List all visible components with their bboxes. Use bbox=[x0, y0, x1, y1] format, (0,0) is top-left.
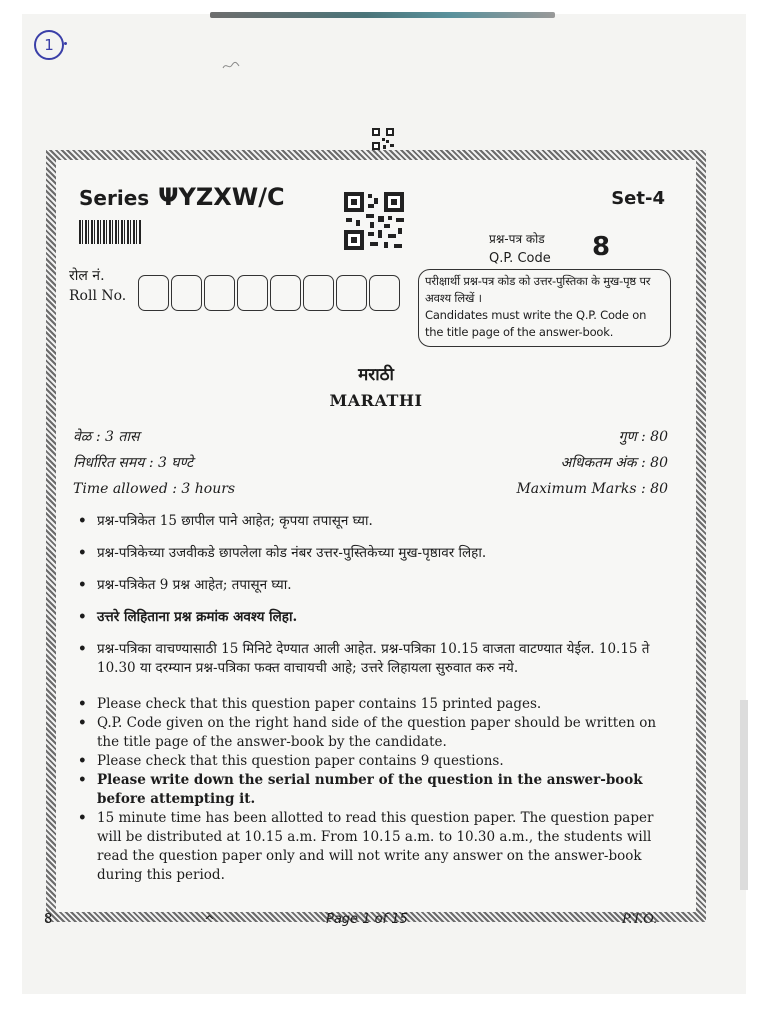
subject-title-marathi: मराठी bbox=[358, 365, 394, 385]
maximum-marks bbox=[516, 424, 668, 502]
list-item: • Please write down the serial number of the question in the answer-book before attempting it. bbox=[72, 771, 670, 809]
marks-english: Maximum Marks : 80 bbox=[516, 481, 668, 497]
marks-marathi: गुण : 80 bbox=[618, 429, 668, 445]
please-turn-over: P.T.O. bbox=[622, 912, 658, 927]
qp-code-label: Q.P. Code bbox=[489, 251, 551, 266]
roll-number-box[interactable] bbox=[171, 275, 202, 311]
qp-code-notice bbox=[418, 269, 671, 347]
qp-code-label-hindi: प्रश्न-पत्र कोड bbox=[489, 232, 545, 246]
handwritten-circled-number: 1 bbox=[34, 30, 64, 60]
set-number: Set-4 bbox=[611, 188, 665, 209]
notice-english: Candidates must write the Q.P. Code on the title page of the answer-book. bbox=[425, 308, 647, 339]
list-item: • उत्तरे लिहिताना प्रश्न क्रमांक अवश्य लिहा. bbox=[72, 608, 670, 627]
list-item: • प्रश्न-पत्रिका वाचण्यासाठी 15 मिनिटे देण्यात आली आहेत. प्रश्न-पत्रिका 10.15 वाजता वाटण्यात येईल. 10.15 ते 10.30 या दरम्यान प्रश्न-पत्रिका फक्त वाचायची आहे; उत्तरे लिहायला सुरुवात करु नये. bbox=[72, 640, 670, 678]
roll-number-box[interactable] bbox=[204, 275, 235, 311]
qr-code bbox=[344, 192, 406, 252]
roll-number-box[interactable] bbox=[303, 275, 334, 311]
cover-page-frame bbox=[46, 150, 706, 922]
page-edge-shadow bbox=[740, 700, 748, 890]
series-label: Series bbox=[79, 186, 150, 210]
qp-code-labels bbox=[489, 229, 551, 269]
roll-number-boxes bbox=[138, 275, 400, 311]
time-hindi: निर्धारित समय : 3 घण्टे bbox=[73, 455, 194, 471]
instructions-marathi bbox=[72, 512, 670, 691]
footer-code: 8 bbox=[44, 912, 53, 927]
series-code: ΨYZXW/C bbox=[158, 183, 285, 211]
list-item: • प्रश्न-पत्रिकेत 9 प्रश्न आहेत; तपासून घ्या. bbox=[72, 576, 670, 595]
roll-number-box[interactable] bbox=[270, 275, 301, 311]
roll-number-box[interactable] bbox=[138, 275, 169, 311]
barcode bbox=[79, 220, 141, 244]
list-item: • 15 minute time has been allotted to read this question paper. The question paper will be distributed at 10.15 a.m. From 10.15 a.m. to 10.30 a.m., the students will read the question paper only and will not write any answer on the answer-book during this period. bbox=[72, 809, 670, 885]
list-item: • Please check that this question paper contains 15 printed pages. bbox=[72, 695, 670, 714]
top-edge-strip bbox=[210, 12, 555, 18]
list-item: • Please check that this question paper contains 9 questions. bbox=[72, 752, 670, 771]
footer-caret: ^ bbox=[204, 914, 215, 929]
qp-code-value: 8 bbox=[592, 232, 611, 262]
roll-number-box[interactable] bbox=[237, 275, 268, 311]
roll-label-hindi: रोल नं. bbox=[69, 268, 105, 284]
list-item: • प्रश्न-पत्रिकेच्या उजवीकडे छापलेला कोड नंबर उत्तर-पुस्तिकेच्या मुख-पृष्ठावर लिहा. bbox=[72, 544, 670, 563]
pen-mark bbox=[222, 60, 240, 75]
list-item: • Q.P. Code given on the right hand side of the question paper should be written on the title page of the answer-book by the candidate. bbox=[72, 714, 670, 752]
page-number: Page 1 of 15 bbox=[326, 912, 408, 927]
small-qr-icon bbox=[372, 128, 394, 150]
roll-number-labels bbox=[69, 266, 126, 306]
time-marathi: वेळ : 3 तास bbox=[73, 429, 140, 445]
roll-number-box[interactable] bbox=[336, 275, 367, 311]
series-heading bbox=[79, 183, 285, 211]
list-item: • प्रश्न-पत्रिकेत 15 छापील पाने आहेत; कृपया तपासून घ्या. bbox=[72, 512, 670, 531]
marks-hindi: अधिकतम अंक : 80 bbox=[560, 455, 668, 471]
roll-number-box[interactable] bbox=[369, 275, 400, 311]
instructions-english bbox=[72, 695, 670, 885]
handwritten-dot bbox=[64, 42, 67, 45]
subject-title-english: MARATHI bbox=[329, 391, 423, 410]
time-english: Time allowed : 3 hours bbox=[73, 481, 236, 497]
notice-hindi: परीक्षार्थी प्रश्न-पत्र कोड को उत्तर-पुस्तिका के मुख-पृष्ठ पर अवश्य लिखें । bbox=[425, 274, 651, 305]
roll-label: Roll No. bbox=[69, 288, 127, 304]
time-allowed bbox=[73, 424, 235, 502]
